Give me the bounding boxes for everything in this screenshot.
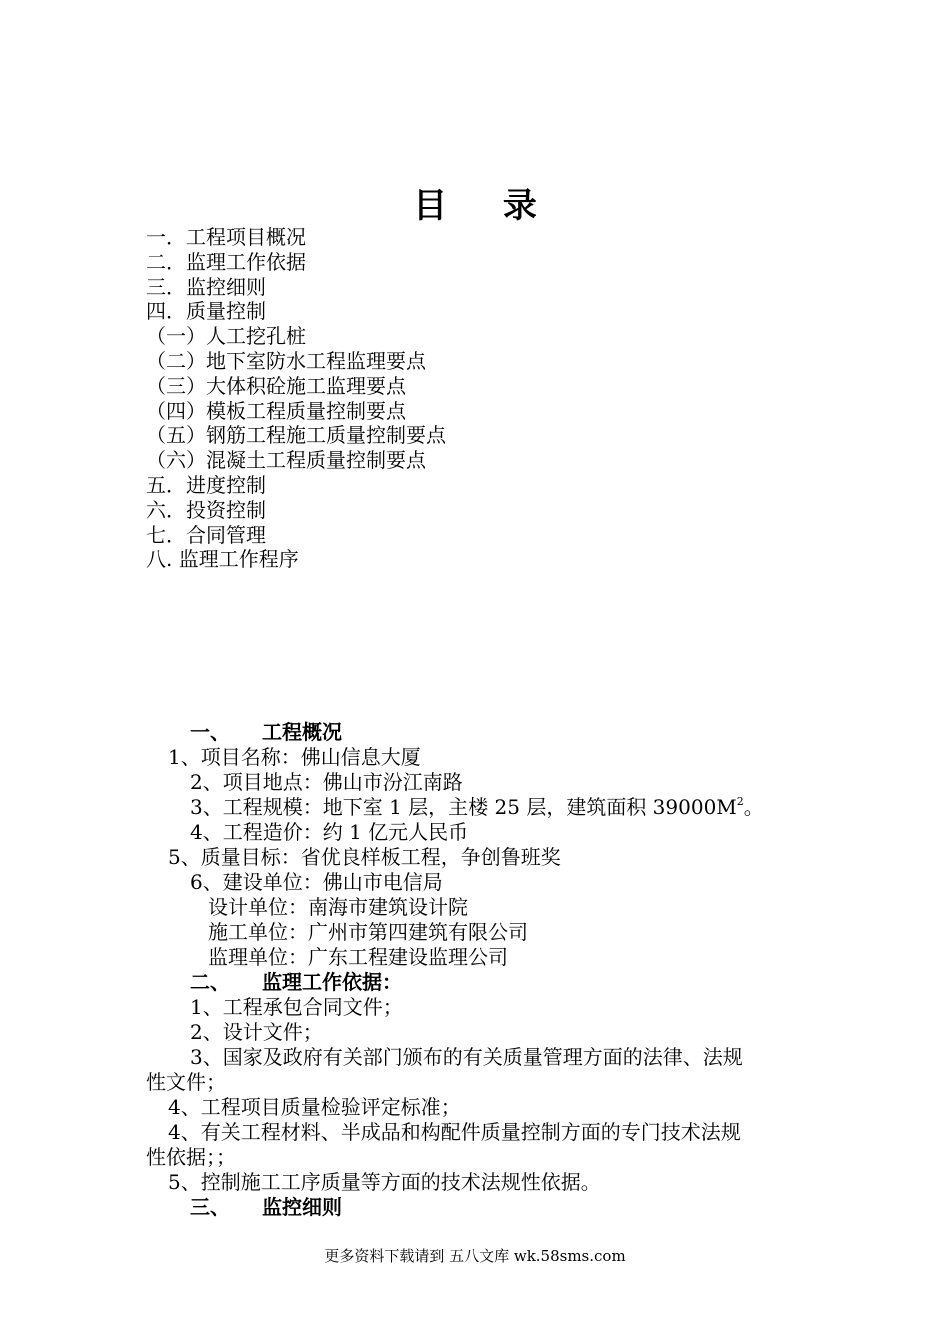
- toc-item[interactable]: （三）大体积砼施工监理要点: [146, 373, 406, 398]
- paragraph-line: 5、控制施工工序质量等方面的技术法规性依据。: [168, 1170, 601, 1194]
- section-number: 三、: [190, 1195, 230, 1219]
- toc-item[interactable]: （一）人工挖孔桩: [146, 324, 306, 349]
- paragraph-line: 监理单位：广东工程建设监理公司: [208, 945, 508, 969]
- document-body: [146, 720, 826, 1220]
- section-title: 监理工作依据：: [262, 970, 402, 994]
- toc-item[interactable]: 一．工程项目概况: [146, 225, 306, 249]
- paragraph-line: 2、设计文件；: [190, 1020, 323, 1044]
- footer-link[interactable]: 更多资料下载请到 五八文库 wk.58sms.com: [324, 1247, 626, 1265]
- scale-text: 3、工程规模：地下室 1 层，主楼 25 层，建筑面积 39000M: [190, 795, 737, 819]
- paragraph-line: 4、工程造价：约 1 亿元人民币: [190, 820, 469, 844]
- section-number: 二、: [190, 970, 230, 994]
- paragraph-line: 性依据；；: [146, 1145, 236, 1169]
- paragraph-line: 施工单位：广州市第四建筑有限公司: [208, 920, 528, 944]
- toc-item[interactable]: 三．监控细则: [146, 274, 266, 299]
- paragraph-line: 5、质量目标：省优良样板工程，争创鲁班奖: [168, 845, 561, 869]
- toc-item[interactable]: （四）模板工程质量控制要点: [146, 398, 406, 423]
- section-number: 一、: [190, 720, 230, 744]
- section-title: 工程概况: [262, 720, 342, 744]
- paragraph-line: 3、国家及政府有关部门颁布的有关质量管理方面的法律、法规: [190, 1045, 743, 1069]
- section-title: 监控细则: [262, 1195, 342, 1219]
- section-heading-basis: [146, 970, 826, 995]
- punctuation: 。: [743, 795, 764, 819]
- toc-item[interactable]: 八. 监理工作程序: [146, 547, 299, 572]
- toc-item[interactable]: 四．质量控制: [146, 299, 266, 324]
- paragraph-line: 4、工程项目质量检验评定标准；: [168, 1095, 461, 1119]
- section-heading-overview: [146, 720, 826, 745]
- toc-item[interactable]: 五．进度控制: [146, 472, 266, 497]
- toc-item[interactable]: （六）混凝土工程质量控制要点: [146, 448, 426, 473]
- paragraph-line: 1、项目名称：佛山信息大厦: [168, 745, 421, 769]
- paragraph-line: 1、工程承包合同文件；: [190, 995, 403, 1019]
- table-of-contents: [146, 225, 446, 572]
- paragraph-line: 4、有关工程材料、半成品和构配件质量控制方面的专门技术法规: [168, 1120, 741, 1144]
- paragraph-line: 性文件；: [146, 1070, 226, 1094]
- toc-title: 目 录: [413, 186, 559, 226]
- section-heading-monitoring: [146, 1195, 826, 1220]
- superscript: 2: [736, 795, 744, 808]
- paragraph-line: [146, 795, 826, 820]
- toc-item[interactable]: （五）钢筋工程施工质量控制要点: [146, 423, 446, 448]
- paragraph-line: 2、项目地点：佛山市汾江南路: [190, 770, 463, 794]
- toc-item[interactable]: 二．监理工作依据: [146, 249, 306, 274]
- paragraph-line: 6、建设单位：佛山市电信局: [190, 870, 443, 894]
- paragraph-line: 设计单位：南海市建筑设计院: [208, 895, 468, 919]
- toc-item[interactable]: 六．投资控制: [146, 497, 266, 522]
- toc-item[interactable]: 七．合同管理: [146, 522, 266, 547]
- toc-item[interactable]: （二）地下室防水工程监理要点: [146, 348, 426, 373]
